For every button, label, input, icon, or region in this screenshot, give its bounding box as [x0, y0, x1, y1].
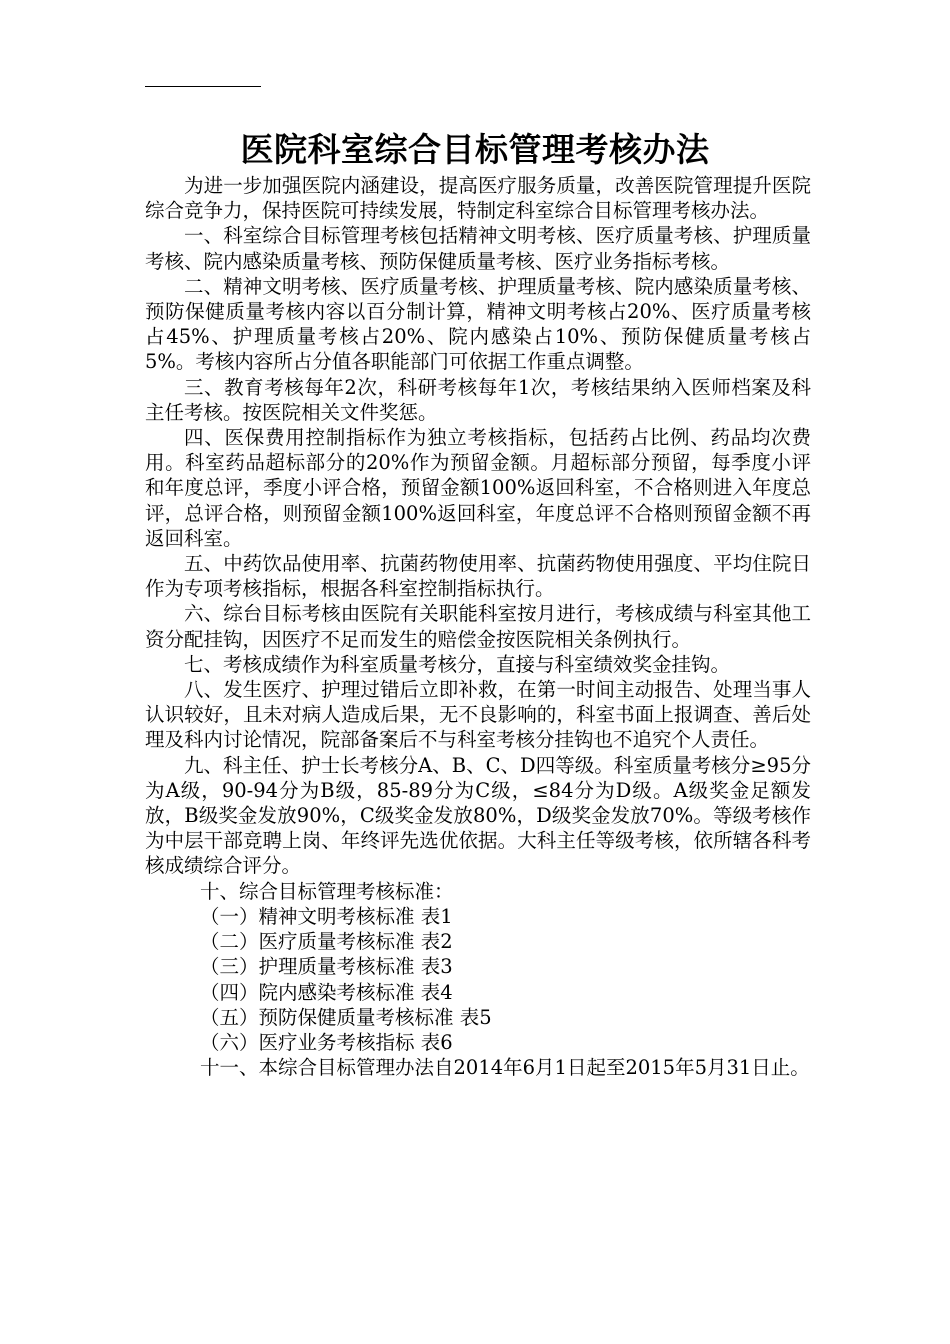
standard-item: （四）院内感染考核标准 表4 — [200, 980, 453, 1004]
paragraph-intro: 为进一步加强医院内涵建设，提高医疗服务质量，改善医院管理提升医院综合竞争力，保持医院可持续发展，特制定科室综合目标管理考核办法。 — [145, 174, 811, 223]
standard-item: （三）护理质量考核标准 表3 — [200, 955, 453, 979]
paragraph-7: 七、考核成绩作为科室质量考核分，直接与科室绩效奖金挂钩。 — [184, 652, 731, 676]
standard-item: （六）医疗业务考核指标 表6 — [200, 1030, 453, 1054]
paragraph-6: 六、综台目标考核由医院有关职能科室按月进行，考核成绩与科室其他工资分配挂钩，因医疗不足而发生的赔偿金按医院相关条例执行。 — [145, 602, 811, 651]
document-title: 医院科室综合目标管理考核办法 — [240, 130, 710, 169]
standard-item: （五）预防保健质量考核标准 表5 — [200, 1005, 492, 1029]
closing-paragraph: 十一、本综合目标管理办法自2014年6月1日起至2015年5月31日止。 — [200, 1056, 810, 1080]
standard-item: （一）精神文明考核标准 表1 — [200, 904, 453, 928]
paragraph-4: 四、医保费用控制指标作为独立考核指标，包括药占比例、药品均次费用。科室药品超标部分的20%作为预留金额。月超标部分预留，每季度小评和年度总评，季度小评合格，预留金额100%返回科室，不合格则进入年度总评，总评合格，则预留金额100%返回科室，年度总评不合格则预留金额不再返回科室。 — [145, 426, 811, 550]
paragraph-1: 一、科室综合目标管理考核包括精神文明考核、医疗质量考核、护理质量考核、院内感染质量考核、预防保健质量考核、医疗业务指标考核。 — [145, 224, 811, 273]
paragraph-3: 三、教育考核每年2次，科研考核每年1次，考核结果纳入医师档案及科主任考核。按医院相关文件奖惩。 — [145, 375, 811, 424]
document-body — [145, 173, 811, 1080]
paragraph-2: 二、精神文明考核、医疗质量考核、护理质量考核、院内感染质量考核、预防保健质量考核内容以百分制计算，精神文明考核占20%、医疗质量考核占45%、护理质量考核占20%、院内感染占10%、预防保健质量考核占5%。考核内容所占分值各职能部门可依据工作重点调整。 — [145, 274, 811, 374]
standard-item: （二）医疗质量考核标准 表2 — [200, 930, 453, 954]
paragraph-8: 八、发生医疗、护理过错后立即补救，在第一时间主动报告、处理当事人认识较好，且未对病人造成后果，无不良影响的，科室书面上报调查、善后处理及科内讨论情况，院部备案后不与科室考核分挂钩也不追究个人责任。 — [145, 678, 811, 752]
standards-heading: 十、综合目标管理考核标准： — [200, 879, 454, 903]
paragraph-5: 五、中药饮品使用率、抗菌药物使用率、抗菌药物使用强度、平均住院日作为专项考核指标，根据各科室控制指标执行。 — [145, 552, 811, 601]
header-rule — [145, 86, 261, 87]
paragraph-9: 九、科主任、护士长考核分A、B、C、D四等级。科室质量考核分≥95分为A级，90-94分为B级，85-89分为C级，≤84分为D级。A级奖金足额发放，B级奖金发放90%，C级奖金发放80%，D级奖金发放70%。等级考核作为中层干部竞聘上岗、年终评先选优依据。大科主任等级考核，依所辖各科考核成绩综合评分。 — [145, 753, 811, 878]
